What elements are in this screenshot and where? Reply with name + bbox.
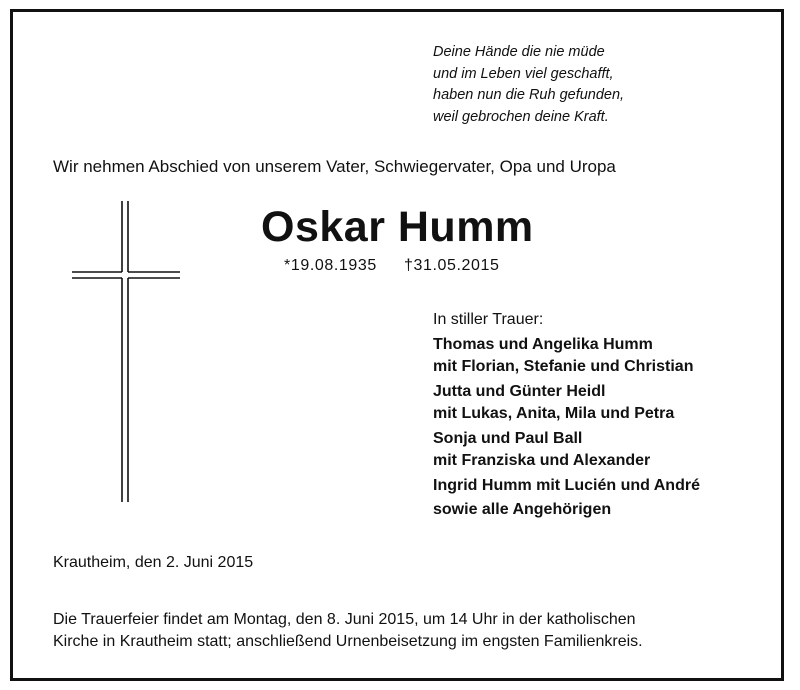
poem	[433, 42, 624, 128]
deceased-name: Oskar Humm	[261, 203, 534, 251]
poem-line: haben nun die Ruh gefunden,	[433, 87, 625, 103]
poem-line: Deine Hände die nie müde	[433, 44, 605, 60]
intro-text: Wir nehmen Abschied von unserem Vater, Schwiegervater, Opa und Uropa	[53, 157, 616, 176]
poem-line: und im Leben viel geschafft,	[433, 65, 614, 82]
family-group	[433, 428, 700, 473]
notice-line: Kirche in Krautheim statt; anschließend Urnenbeisetzung im engsten Familienkreis.	[53, 633, 643, 650]
family-line: Sonja und Paul Ball	[433, 429, 583, 447]
death-date: †31.05.2015	[403, 257, 500, 274]
family-line: Jutta und Günter Heidl	[433, 382, 606, 400]
life-dates	[284, 257, 500, 275]
poem-line: weil gebrochen deine Kraft.	[433, 108, 609, 125]
family-group	[433, 334, 700, 379]
family-line: sowie alle Angehörigen	[433, 501, 612, 518]
family-line: Thomas und Angelika Humm	[433, 335, 653, 353]
cross-icon	[70, 199, 182, 504]
family-line: Ingrid Humm mit Lucién und André	[433, 476, 700, 494]
funeral-notice	[53, 609, 643, 653]
family-line: mit Lukas, Anita, Mila und Petra	[433, 405, 675, 422]
family-group	[433, 381, 700, 426]
notice-line: Die Trauerfeier findet am Montag, den 8. Juni 2015, um 14 Uhr in der katholischen	[53, 611, 636, 628]
family-line: mit Franziska und Alexander	[433, 452, 651, 469]
mourners-heading: In stiller Trauer:	[433, 311, 544, 328]
family-group	[433, 475, 700, 498]
birth-date: *19.08.1935	[284, 257, 377, 274]
mourners-list	[433, 309, 700, 524]
family-group	[433, 499, 700, 522]
family-line: mit Florian, Stefanie und Christian	[433, 358, 694, 375]
place-date: Krautheim, den 2. Juni 2015	[53, 554, 254, 571]
